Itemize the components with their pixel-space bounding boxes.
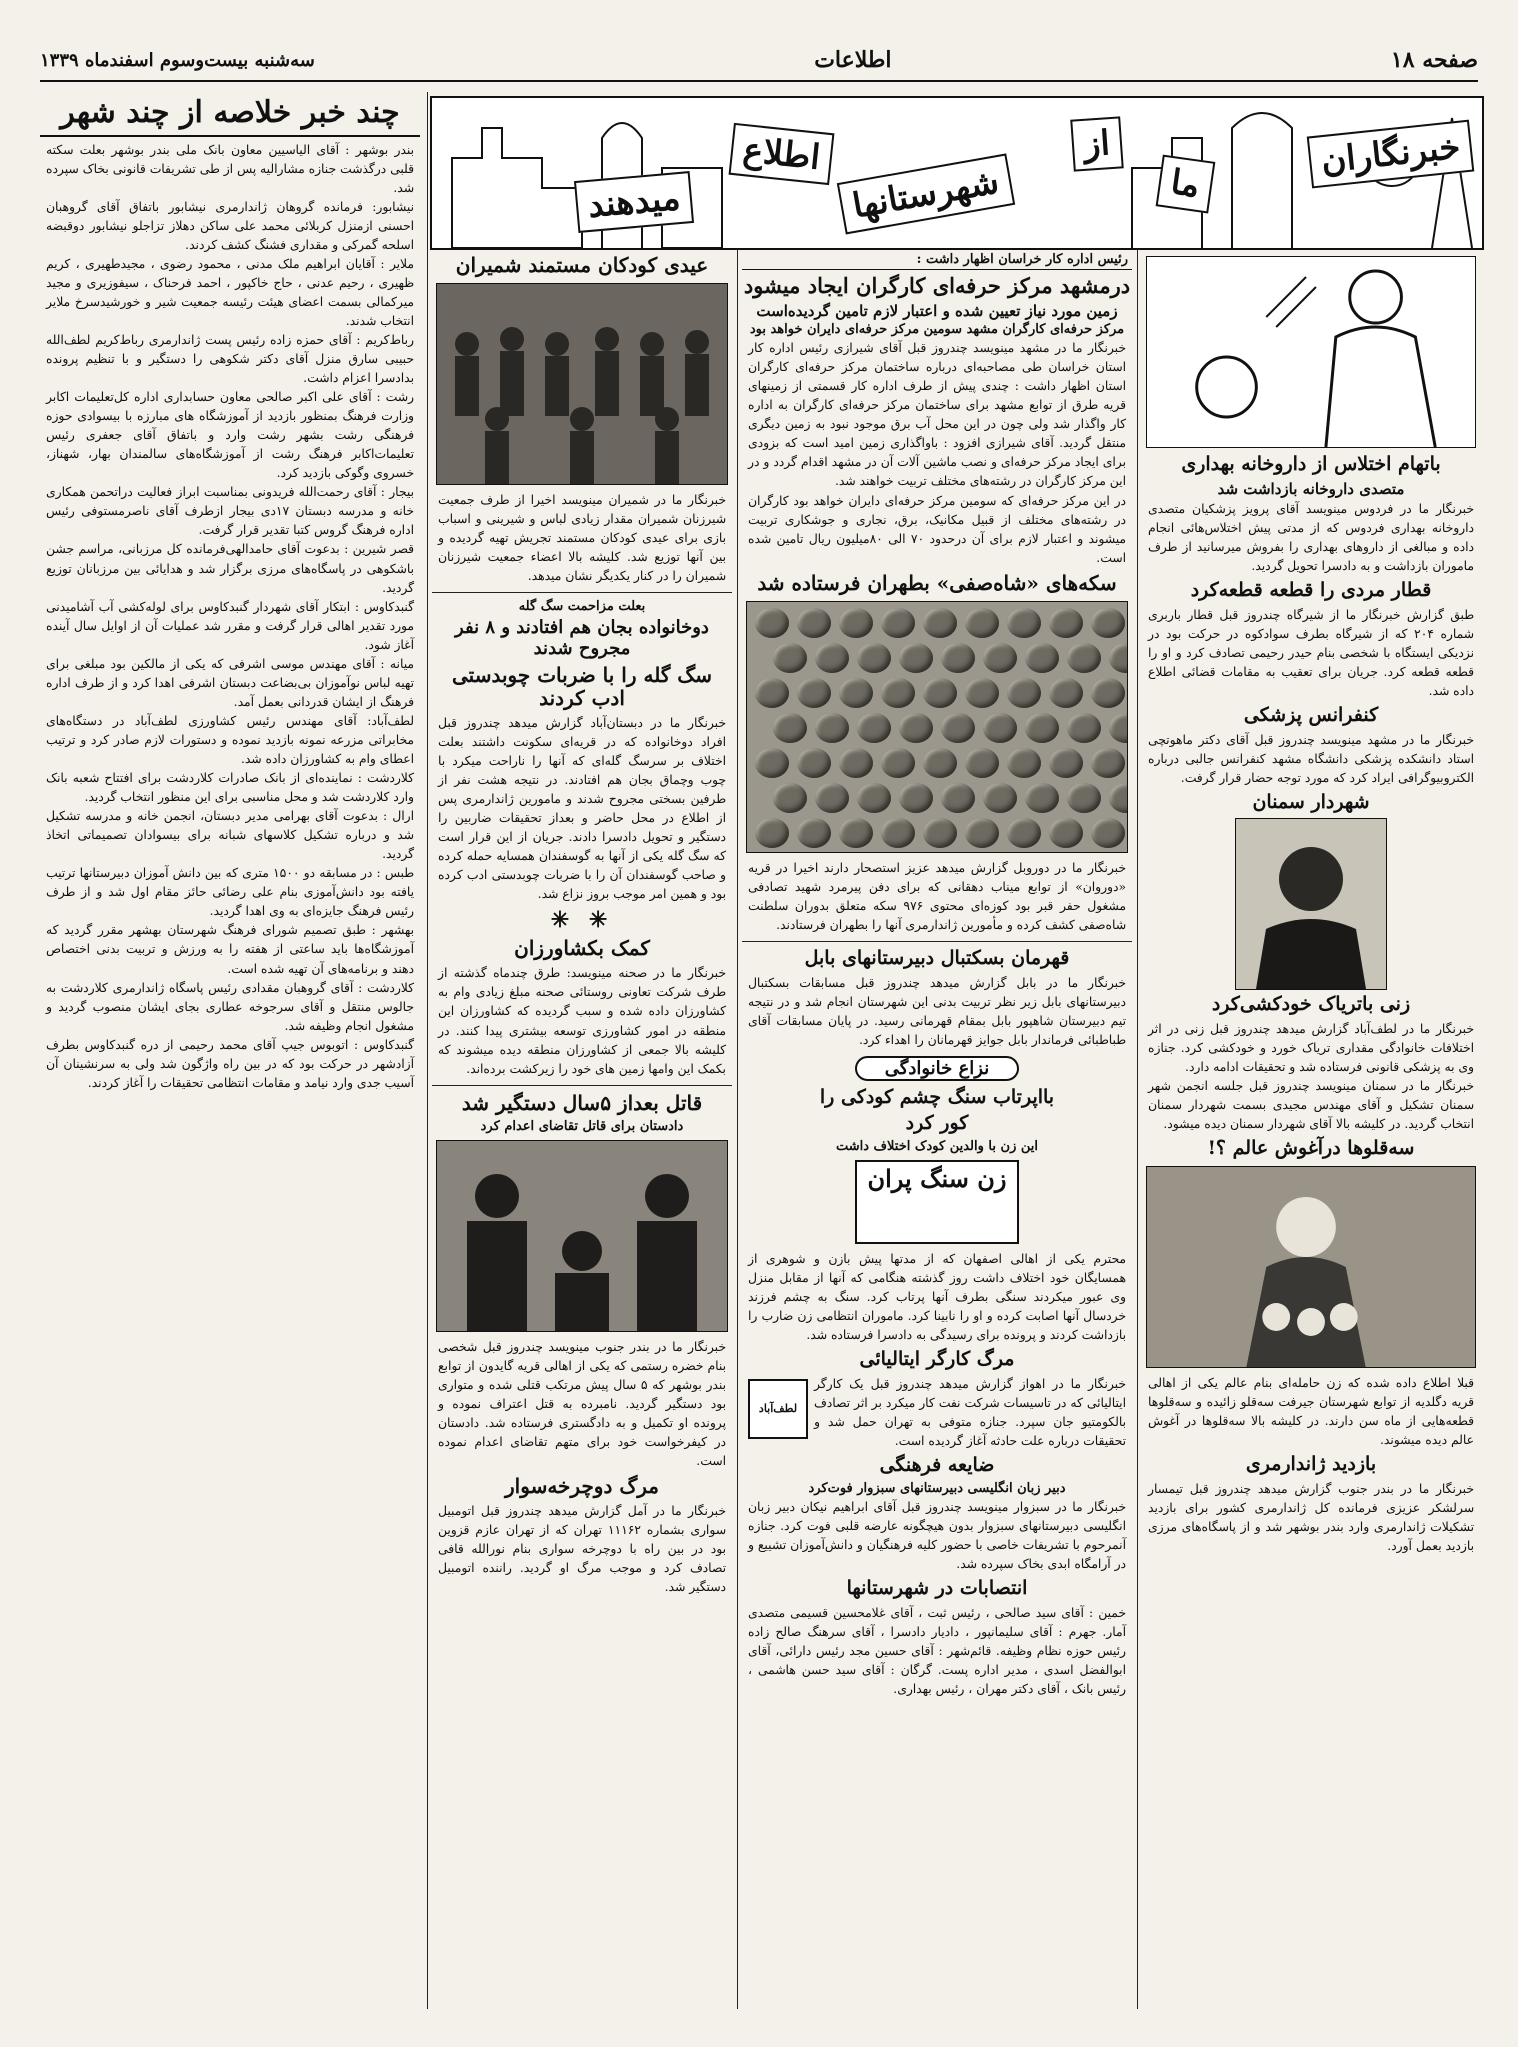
section-banner [430, 96, 1484, 250]
coin [983, 643, 1017, 673]
paper-name: اطلاعات [814, 47, 892, 73]
brief-item: کلاردشت : نماینده‌ای از بانک صادرات کلاردشت برای افتتاح شعبه بانک وارد کلاردشت شد و محل مناسبی برای این منظور انتخاب گردید. [46, 771, 414, 805]
coin [965, 608, 999, 638]
headline: کور کرد [905, 1111, 969, 1134]
subheadline: این زن با والدین کودک اختلاف داشت [835, 1138, 1039, 1154]
headline: بازدید ژاندارمری [1245, 1453, 1377, 1476]
coin [881, 608, 915, 638]
coin [755, 608, 789, 638]
headline: باتهام اختلاس از داروخانه بهداری [1181, 453, 1441, 475]
article-body: طبق گزارش خبرنگار ما از شیرگاه چندروز قبل قطار باربری شماره ۲۰۴ که از شیرگاه بطرف سوادکوه در حرکت بود در نزدیکی ایستگاه با شخصی بنام حیدر رحیمی تصادف کرد و او را قطعه قطعه کرد. جریان برای تعقیب به مقامات قضائی اطلاع داده شد. [1148, 607, 1474, 699]
city-logo: لطف‌آباد [748, 1379, 808, 1439]
banner-word-3: از [1070, 116, 1123, 171]
coin [797, 748, 831, 778]
coin [797, 608, 831, 638]
brief-item: کلاردشت : آقای گروهبان مقدادی رئیس پاسگاه ژاندارمری کلاردشت به جالوس منتقل و آقای سرجوخه عطاری بجای ایشان منصوب گردید و مشغول انجام وظیفه شد. [46, 980, 414, 1033]
kicker: بعلت مزاحمت سگ گله [518, 599, 646, 615]
headline: کمک بکشاورزان [514, 936, 650, 961]
article-body: خبرنگار ما در سمنان مینویسد چندروز قبل جلسه انجمن شهر سمنان تشکیل و آقای مهندس مجیدی بسمت شهردار سمنان انتخاب گردید. در کلیشه بالا آقای شهردار سمنان دیده میشود. [1148, 1078, 1474, 1132]
coin [815, 643, 849, 673]
coin [839, 818, 873, 848]
coin [1109, 713, 1128, 743]
coin [881, 678, 915, 708]
column-4 [1142, 250, 1480, 2009]
coin [1091, 748, 1125, 778]
brief-item: بهشهر : طبق تصمیم شورای فرهنگ شهرستان بهشهر مقرر گردید که آموزشگاه‌ها باید ساعتی از هفته را به ورزش و تربیت بدنی اختصاص دهند و برنامه‌های آن تهیه شده است. [46, 923, 414, 976]
subheadline: متصدی داروخانه بازداشت شد [1217, 479, 1405, 498]
coin [1067, 783, 1101, 813]
brief-item: بیجار : آقای رحمت‌الله فریدونی بمناسبت ابراز فعالیت دراتحمن همکاری خانه و مدرسه دبستان ۱۷دی بیجار ازطرف آقای ناصرمستوفی رئیس اداره فرهنگ گروس کتبا تقدیر قرار گرفت. [46, 485, 414, 538]
coin [899, 783, 933, 813]
photo-coins [746, 601, 1128, 853]
article-body: خبرنگار ما در اهواز گزارش میدهد چندروز قبل یک کارگر ایتالیائی که در تاسیسات شرکت نفت کار میکرد بر اثر تصادف بالکومتیو جان سپرد. جنازه متوفی به تهران حمل شد و تحقیقات درباره علت حادثه آغاز گردیده است. [814, 1376, 1126, 1448]
coin [797, 818, 831, 848]
headline: سکه‌های «شاه‌صفی» بطهران فرستاده شد [757, 570, 1117, 595]
coin [1109, 643, 1128, 673]
brief-item: نیشابور: فرمانده گروهان ژاندارمری نیشابور باتفاق آقای گروهبان احسنی ازمنزل کربلائی محمد علی ساکن دهلاز تزاجلو نیشابور دوقبضه اسلحه گمرکی و مقداری فشنگ کشف کردند. [46, 199, 414, 252]
issue-date: سه‌شنبه بیست‌وسوم اسفندماه ۱۳۳۹ [40, 49, 315, 71]
brief-item: گنبدکاوس : اتوبوس جیپ آقای محمد رحیمی از دره گنبدکاوس بطرف آزادشهر در حرکت بود که در بین راه واژگون شد ولی به سرنشینان آن آسیب جدی وارد نیامد و مقامات انتظامی تحقیقات را آغاز کردند. [46, 1037, 414, 1090]
headline: زنی باتریاک خودکشی‌کرد [1211, 992, 1411, 1015]
photo-triplets [1146, 1166, 1476, 1368]
headline: کنفرانس پزشکی [1243, 704, 1379, 727]
coin [1091, 608, 1125, 638]
subheadline: دادستان برای قاتل تقاضای اعدام کرد [480, 1118, 684, 1134]
photo-mayor [1235, 818, 1387, 990]
coin [1067, 643, 1101, 673]
coin [1007, 678, 1041, 708]
brief-item: بندر بوشهر : آقای الیاسیین معاون بانک ملی بندر بوشهر بعلت سکته قلبی درگذشت جنازه مشارالیه پس از طی تشریفات قانونی بخاک سپرده شد. [46, 142, 414, 195]
headline: درمشهد مرکز حرفه‌ای کارگران ایجاد میشود [743, 273, 1131, 298]
article-body: خبرنگار ما در لطف‌آباد گزارش میدهد چندروز قبل زنی در اثر اختلافات خانوادگی مقداری تریاک خورد و خودکشی کرد. جنازه وی به پزشکی قانونی فرستاده شد و تحقیقات ادامه دارد. [1148, 1021, 1474, 1074]
headline: دوخانواده بجان هم افتادند و ۸ نفر مجروح شدند [455, 617, 709, 659]
coin [773, 643, 807, 673]
headline: قاتل بعداز ۵سال دستگیر شد [461, 1090, 703, 1115]
coin [755, 678, 789, 708]
headline: شهردار سمنان [1252, 791, 1370, 814]
brief-news-column [40, 92, 420, 2009]
headline: انتصابات در شهرستانها [846, 1576, 1028, 1599]
coin [941, 783, 975, 813]
coin [1049, 748, 1083, 778]
coin [1091, 818, 1125, 848]
article-body: خبرنگار ما در سبزوار مینویسد چندروز قبل آقای ابراهیم نیکان دبیر زبان انگلیسی دبیرستانهای سبزوار بدون هیچگونه عارضه قلبی فوت کرد. جنازه آنمرحوم با تشریفات خاصی با حضور کلیه فرهنگیان و دانش‌آموزان تشییع و در آرامگاه ابدی بخاک سپرده شد. [748, 1499, 1126, 1571]
article-body: خبرنگار ما در آمل گزارش میدهد چندروز قبل اتومبیل سواری بشماره ۱۱۱۶۲ تهران که از تهران عازم قزوین بود در بین راه با دوچرخه سواری بنام نورالله قافی تصادف کرد و موجب مرگ او گردید. راننده اتومبیل دستگیر شد. [438, 1503, 726, 1595]
article-body: خبرنگار ما در فردوس مینویسد آقای پرویز پزشکیان متصدی داروخانه بهداری فردوس که از مدتی پیش اختلاس‌هائی انجام داده و مبالغی از داروهای بهداری را بفروش میرسانید از طرف ماموران بازداشت و به دادسرا تحویل گردید. [1148, 501, 1474, 573]
brief-item: گنبدکاوس : ابتکار آقای شهردار گنبدکاوس برای لوله‌کشی آب آشامیدنی مورد تقدیر اهالی قرار گرفت و مقرر شد عملیات آن از اوایل سال آینده آغاز شود. [46, 599, 414, 652]
banner-word-2: ما [1156, 155, 1215, 214]
stone-thrower-banner: زن سنگ پران [855, 1160, 1019, 1244]
coin [1091, 678, 1125, 708]
headline: قطار مردی را قطعه قطعه‌کرد [1190, 579, 1432, 602]
article-body: خبرنگار ما در بابل گزارش میدهد چندروز قبل مسابقات بسکتبال دبیرستانهای بابل زیر نظر تربیت بدنی این شهرستان انجام شد و در نتیجه تیم دبیرستان شاهپور بابل بمقام قهرمانی رسید. در پایان مسابقات آقای طباطبائی فرماندار بابل جوایز قهرمانان را اهداء کرد. [748, 975, 1126, 1047]
coin [1049, 678, 1083, 708]
headline: مرگ کارگر ایتالیائی [859, 1347, 1015, 1370]
coin [965, 818, 999, 848]
coin [1067, 713, 1101, 743]
column-2 [432, 250, 732, 2009]
column-3 [742, 250, 1132, 2009]
coin [797, 678, 831, 708]
article-body: خبرنگار ما در مشهد مینویسد چندروز قبل آقای شیرازی رئیس اداره کار استان خراسان طی مصاحبه‌ای درباره ساختمان مرکز حرفه‌ای کارگران استان اظهار داشت : چندی پیش از طرف اداره کار قسمتی از زمینهای قریه طرق از توابع مشهد برای ساختمان مرکز حرفه‌ای کارگران به اداره کار واگذار شد ولی چون در این محل آب برق موجود نبود به زمین دیگری منتقل گردید. آقای شیرازی افزود : باواگذاری زمین امید است که بزودی برای ایجاد مرکز حرفه‌ای و نصب ماشین آلات آن در مشهد اقدام گردد و در این مرکز کارگران در رشته‌های مختلف تربیت خواهند شد. [748, 341, 1126, 489]
coin [857, 713, 891, 743]
banner-word-4: شهرستانها [837, 154, 1015, 235]
headline: قهرمان بسکتبال دبیرستانهای بابل [804, 946, 1070, 969]
coin [923, 608, 957, 638]
article-body: خبرنگار ما در دبستان‌آباد گزارش میدهد چندروز قبل افراد دوخانواده که در قریه‌ای سکونت داشتند بعلت اختلاف بر سرسگ گله‌ای که آنها را ناراحت میکرد با چوب وچماق بجان هم افتادند. در نتیجه هشت نفر از طرفین بسختی مجروح شدند و مامورین ژاندارمری پس از اطلاع در محل حاضر و بعداز تحقیقات ضاربین را دستگیر و تحویل دادسرا دادند. جریان از این قرار است که سگ گله یکی از آنها به گوسفندان همسایه حمله کرده و صاحب گوسفندان آن را با ضربات چوبدستی ادب کرده بود و همین امر موجب بروز نزاع شد. [438, 715, 726, 902]
brief-item: ملایر : آقایان ابراهیم ملک مدنی ، محمود رضوی ، مجیدطهیری ، کریم ظهیری ، رحیم عدنی ، حاج خاکپور ، احمد فرحناک ، سیفوزیری و مجید میرکمالی بسمت اعضای هیئت رئیسه جمعیت شیر و خورشیدسرخ ملایر انتخاب شدند. [46, 256, 414, 328]
coin [1025, 643, 1059, 673]
illustration-reporter [1146, 256, 1476, 448]
coin [965, 678, 999, 708]
headline: ضایعه فرهنگی [879, 1453, 995, 1476]
article-body: قبلا اطلاع داده شده که زن حامله‌ای بنام عالم یکی از اهالی قریه دگلدیه از توابع شهرستان جیرفت سه‌قلو زائیده و سه‌قلوها قطعه‌هایی از ماه سن دارند. در کلیشه بالا سه‌قلوها در آغوش عالم دیده میشوند. [1148, 1375, 1474, 1448]
coin [881, 818, 915, 848]
banner-word-1: خبرنگاران [1306, 120, 1474, 189]
topbar: رئیس اداره کار خراسان اظهار داشت : [742, 250, 1132, 270]
article-body: خبرنگار ما در بندر جنوب مینویسد چندروز قبل شخصی بنام خضره رستمی که یکی از اهالی قریه گایدون از توابع بندر بوشهر که ۵ سال پیش مرتکب قتلی شده و متواری بود دستگیر گردید. نامبرده به قتل اعتراف نموده و پرونده او تکمیل و به دادگستری فرستاده شد. دادستان در کیفرخواست خود برای متهم تقاضای اعدام نموده است. [438, 1339, 726, 1468]
headline: سگ گله را با ضربات چوبدستی ادب کردند [452, 662, 712, 710]
subheadline: مرکز حرفه‌ای کارگران مشهد سومین مرکز حرفه‌ای دایران خواهد بود [749, 322, 1125, 338]
coin [983, 713, 1017, 743]
coin [1025, 713, 1059, 743]
brief-item: میانه : آقای مهندس موسی اشرفی که یکی از مالکین بود مبلغی برای تهیه لباس نوآموزان بی‌بضاعت دبستان اشرفی اهدا کرد و از طرف اداره فرهنگ از ایشان قدردانی بعمل آمد. [46, 656, 414, 709]
coin [1049, 608, 1083, 638]
coin [899, 713, 933, 743]
column-rule [427, 92, 428, 2009]
coin [899, 643, 933, 673]
column-rule [1137, 250, 1138, 2009]
coin [755, 818, 789, 848]
brief-item: ارال : بدعوت آقای بهرامی مدیر دبستان، انجمن خانه و مدرسه تشکیل شد و درباره تشکیل کلاسهای شبانه برای بیسوادان تصمیماتی اتخاذ گردید. [46, 809, 414, 862]
coin [983, 783, 1017, 813]
coin [965, 748, 999, 778]
coin [857, 783, 891, 813]
coin [1007, 818, 1041, 848]
coin [923, 748, 957, 778]
article-body: خمین : آقای سید صالحی ، رئیس ثبت ، آقای غلامحسین قسیمی متصدی آمار. جهرم : آقای سلیمانپور ، دادیار دادسرا ، آقای سرهنگ صالح زاده رئیس حوزه نظام وظیفه. قائم‌شهر : آقای حسین مجد رئیس دارائی، آقای ابوالفضل اسدی ، مدیر اداره پست. گرگان : آقای سید حسن هاشمی ، رئیس بانک ، آقای دکتر مهران ، رئیس بهداری. [748, 1605, 1126, 1696]
coin [839, 748, 873, 778]
article-body: خبرنگار ما در شمیران مینویسد اخیرا از طرف جمعیت شیرزنان شمیران مقدار زیادی لباس و شیرینی و اسباب بازی برای عیدی کودکان مستمند تجریش تهیه گردیده و بین آنها توزیع شد. کلیشه بالا اعضاء جمعیت شیرزنان شمیران را در کنار یکدیگر نشان میدهد. [438, 493, 726, 584]
coin [839, 608, 873, 638]
coin [923, 678, 957, 708]
coin [773, 783, 807, 813]
coin [923, 818, 957, 848]
coin [1109, 783, 1128, 813]
headline: مرگ دوچرخه‌سوار [505, 1473, 659, 1498]
coin [1007, 748, 1041, 778]
coin [755, 748, 789, 778]
coin [941, 643, 975, 673]
brief-item: رباط‌کریم : آقای حمزه زاده رئیس پست ژاندارمری رباط‌کریم لطف‌الله حبیبی سارق منزل آقای دکتر شکوهی را دستگیر و با تنظیم پرونده بدادسرا اعزام داشت. [46, 332, 414, 386]
subheadline: زمین مورد نیاز تعیین شده و اعتبار لازم تامین گردیده‌است [756, 302, 1118, 321]
coin [857, 643, 891, 673]
brief-item: رشت : آقای علی اکبر صالحی معاون حسابداری اداره کل‌تعلیمات اکابر وزارت فرهنگ بمنظور بازدید از آموزشگاه های مبارزه با بیسوادی حوزه فرهنگی رشت بشهر رشت وارد و باتفاق آقای جعفری رئیس تعلیمات‌اکابر فرهنگ رشت از آموزشگاه‌های سالمندان بهار، شهناز، خسروی وگوکی بازدید کرد. [46, 390, 414, 481]
coin [1025, 783, 1059, 813]
coin [881, 748, 915, 778]
headline: بااپرتاب سنگ چشم کودکی را [819, 1085, 1055, 1108]
brief-item: قصر شیرین : بدعوت آقای حامدالهی‌فرمانده کل مرزبانی، مراسم جشن باشکوهی در پاسگاه‌های مرزی برگزار شد و هدایائی بین مرزبانان توزیع گردید. [46, 542, 414, 595]
ornament: ✳ ✳ [550, 907, 614, 934]
brief-news-title: چند خبر خلاصه از چند شهر [40, 96, 420, 137]
page-number: صفحه ۱۸ [1390, 47, 1478, 73]
photo-charity-women [436, 283, 728, 485]
photo-arrested-killer [436, 1140, 728, 1332]
article-body: خبرنگار ما در صحنه مینویسد: طرق چندماه گذشته از طرف شرکت تعاونی روستائی صحنه مبلغ زیادی وام به کشاورزان داده شده و سبب گردیده که کشاورزان این منطقه در امور کشاورزی توسعه بیشتری پیدا کنند. در کلیشه بالا جمعی از کشاورزان منطقه دیده میشوند که بکمک این وامها زمین های خود را زیرکشت برده‌اند. [438, 966, 726, 1076]
headline: سه‌قلوها درآغوش عالم ؟! [1207, 1137, 1415, 1160]
subheadline: دبیر زبان انگلیسی دبیرستانهای سبزوار فوت‌کرد [808, 1480, 1066, 1496]
coin [815, 783, 849, 813]
coin [1049, 818, 1083, 848]
article-body: خبرنگار ما در دوروبل گزارش میدهد عزیز استصحار دارند اخیرا در قریه «دوروان» از توابع میناب دهقانی که برای دفن پیرمرد شهید تصادفی مشغول حفر قبر بود کوزه‌ای محتوی ۹۷۶ سکه متعلق بدوران سلطنت شاه‌صفی کشف کرده و مأمورین ژاندارمری آنها را بطهران فرستادند. [748, 860, 1126, 932]
coin [941, 713, 975, 743]
article-body: در این مرکز حرفه‌ای که سومین مرکز حرفه‌ای دایران خواهد بود کارگران در رشته‌های مختلف از قبیل مکانیک، برق، نجاری و جوشکاری تربیت میشوند و اعتبار لازم برای آن درحدود ۷۰ الی ۸۰میلیون ریال تامین شده است. [748, 493, 1126, 565]
article-body: خبرنگار ما در بندر جنوب گزارش میدهد چندروز قبل تیمسار سرلشکر عزیزی فرمانده کل ژاندارمری کشور برای بازدید تشکیلات ژاندارمری وارد بندر بوشهر شد و از پاسگاه‌های مرزی بازدید بعمل آورد. [1148, 1481, 1474, 1554]
coin [773, 713, 807, 743]
coin [815, 713, 849, 743]
page-header [40, 40, 1478, 82]
brief-item: طبس : در مسابقه دو ۱۵۰۰ متری که بین دانش آموزان دبیرستانها ترتیب یافته بود دانش‌آموزی بنام علی رضائی حائز مقام اول شد و از طرف رئیس فرهنگ جایزه‌ای به وی اهدا گردید. [46, 866, 414, 919]
coin [839, 678, 873, 708]
headline: عیدی کودکان مستمند شمیران [455, 253, 709, 277]
family-dispute-badge: نزاع خانوادگی [855, 1056, 1019, 1081]
banner-word-6: میدهند [574, 171, 694, 233]
article-body: خبرنگار ما در مشهد مینویسد چندروز قبل آقای دکتر ماهوتچی استاد دانشکده پزشکی دانشگاه مشهد کنفرانس جالبی درباره الکتروبیوگرافی ایراد کرد که مورد توجه حضار قرار گرفت. [1148, 732, 1474, 786]
coin [1007, 608, 1041, 638]
article-body: محترم یکی از اهالی اصفهان که از مدتها پیش بازن و شوهری از همسایگان خود اختلاف داشت روز گذشته هنگامی که آنها از مقابل منزل وی عبور میکردند سنگی بطرف آنها پرتاب کرد. سنگ به چشم فرزند خردسال آنها اصابت کرده و او را نابینا کرد. ماموران انتظامی زن ضارب را بازداشت کردند و پرونده برای رسیدگی به دادسرا فرستاده شد. [748, 1251, 1126, 1342]
column-rule [737, 250, 738, 2009]
banner-word-5: اطلاع [728, 123, 834, 185]
brief-item: لطف‌آباد: آقای مهندس رئیس کشاورزی لطف‌آباد در دستگاه‌های مخابراتی مزرعه نمونه بازدید نموده و دستورات لازم صادر کرد و ترتیب اعطای وام به کشاورزان داده شد. [46, 713, 414, 766]
